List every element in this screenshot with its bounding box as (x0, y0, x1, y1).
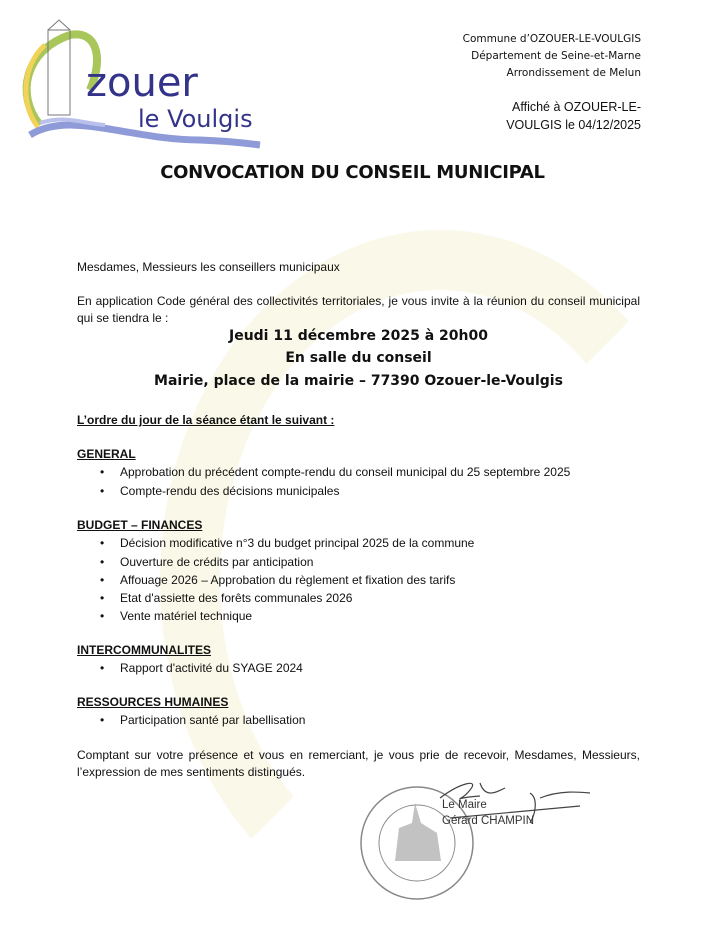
intro-paragraph: En application Code général des collectivités territoriales, je vous invite à la réunion du conseil municipal qui se tiendra le : (77, 294, 640, 325)
agenda-item (100, 465, 570, 479)
agenda-item-text: Approbation du précédent compte-rendu du conseil municipal du 25 septembre 2025 (120, 465, 571, 479)
logo-text-sub: le Voulgis (138, 105, 253, 133)
bullet-icon: • (100, 555, 105, 569)
agenda-item (100, 661, 303, 675)
section-title: RESSOURCES HUMAINES (77, 695, 229, 709)
bullet-icon: • (100, 713, 105, 727)
agenda-item (100, 713, 305, 727)
agenda-item-text: Affouage 2026 – Approbation du règlement et fixation des tarifs (120, 573, 456, 587)
agenda-item-text: Etat d'assiette des forêts communales 2026 (120, 591, 353, 605)
section-title: INTERCOMMUNALITES (77, 643, 211, 657)
signatory-name: Gérard CHAMPIN (442, 815, 535, 827)
bullet-icon: • (100, 609, 105, 623)
section-title: BUDGET – FINANCES (77, 518, 203, 532)
bullet-icon: • (100, 661, 105, 675)
agenda-item-text: Vente matériel technique (120, 609, 253, 623)
agenda-item-text: Participation santé par labellisation (120, 713, 306, 727)
agenda-item (100, 484, 339, 498)
meeting-date: Jeudi 11 décembre 2025 à 20h00 (228, 328, 488, 344)
page-title: CONVOCATION DU CONSEIL MUNICIPAL (160, 162, 545, 183)
agenda-item (100, 591, 352, 605)
bullet-icon: • (100, 536, 105, 550)
meeting-address: Mairie, place de la mairie – 77390 Ozouer-le-Voulgis (154, 373, 563, 389)
bullet-icon: • (100, 484, 105, 498)
meeting-room: En salle du conseil (285, 350, 432, 366)
agenda-item-text: Ouverture de crédits par anticipation (120, 555, 314, 569)
agenda-item-text: Compte-rendu des décisions municipales (120, 484, 340, 498)
agenda-item-text: Rapport d'activité du SYAGE 2024 (120, 661, 303, 675)
agenda-item (100, 536, 474, 550)
agenda-item (100, 609, 252, 623)
agenda-heading: L’ordre du jour de la séance étant le suivant : (77, 413, 335, 427)
salutation: Mesdames, Messieurs les conseillers municipaux (77, 260, 340, 274)
signatory-role: Le Maire (442, 799, 487, 811)
agenda-item-text: Décision modificative n°3 du budget principal 2025 de la commune (120, 536, 475, 550)
town-logo (10, 15, 268, 157)
commune-header (463, 31, 641, 82)
posting-line: Affiché à OZOUER-LE- (512, 100, 641, 114)
bullet-icon: • (100, 465, 105, 479)
agenda-item (100, 555, 313, 569)
signature-block (442, 797, 534, 829)
agenda-item (100, 573, 455, 587)
posting-line: VOULGIS le 04/12/2025 (506, 118, 641, 132)
section-title: GENERAL (77, 447, 136, 461)
header-line: Arrondissement de Melun (506, 67, 641, 79)
header-line: Département de Seine-et-Marne (471, 50, 641, 62)
bullet-icon: • (100, 573, 105, 587)
logo-text-main: zouer (86, 60, 198, 106)
closing-paragraph: Comptant sur votre présence et vous en remerciant, je vous prie de recevoir, Mesdames, Messieurs, l’expression de mes sentiments distingués. (77, 748, 640, 779)
posting-notice (506, 98, 641, 134)
header-line: Commune d’OZOUER-LE-VOULGIS (462, 33, 641, 45)
bullet-icon: • (100, 591, 105, 605)
